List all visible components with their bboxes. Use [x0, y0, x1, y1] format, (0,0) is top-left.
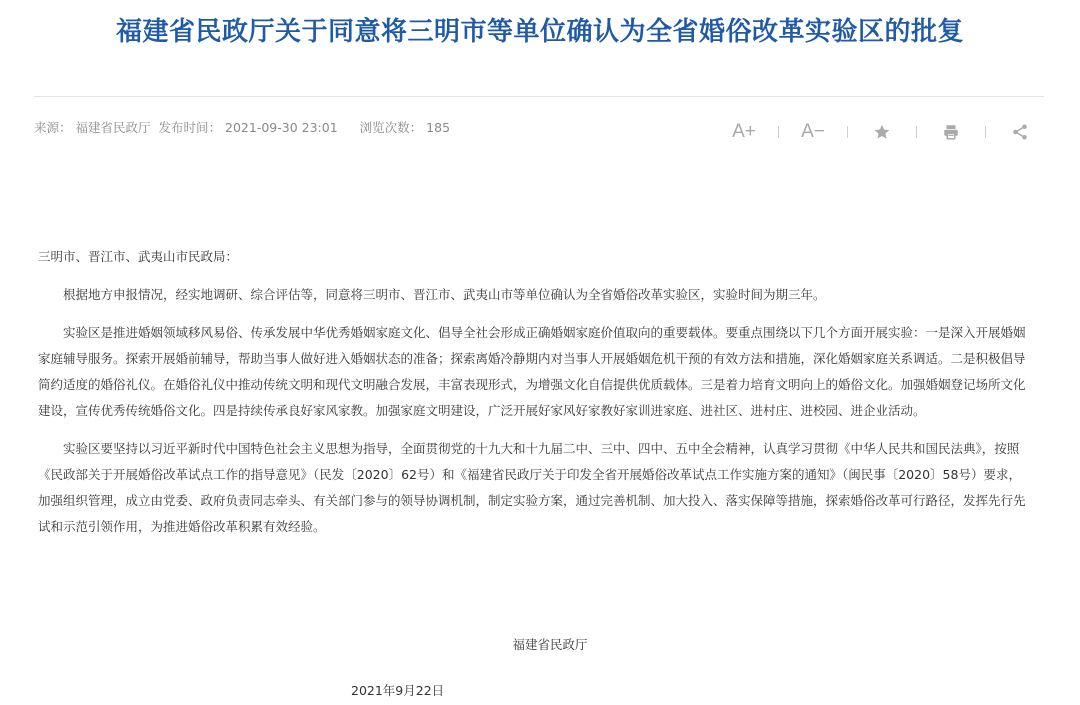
print-icon	[942, 123, 960, 141]
published-label: 发布时间：	[158, 120, 222, 135]
paragraph-1: 根据地方申报情况，经实地调研、综合评估等，同意将三明市、晋江市、武夷山市等单位确认为全省婚俗改革实验区，实验时间为期三年。	[63, 287, 826, 302]
title-divider	[34, 96, 1044, 97]
print-button[interactable]	[937, 118, 965, 146]
addressee: 三明市、晋江市、武夷山市民政局：	[38, 249, 239, 264]
star-icon	[873, 123, 891, 141]
toolbar-divider	[847, 126, 848, 138]
font-increase-button[interactable]: A+	[732, 121, 756, 142]
signature: 福建省民政厅	[512, 637, 588, 652]
article-meta	[34, 118, 454, 136]
share-icon	[1011, 123, 1029, 141]
paragraph-2: 实验区是推进婚姻领域移风易俗、传承发展中华优秀婚姻家庭文化、倡导全社会形成正确婚姻家庭价值取向的重要载体。要重点围绕以下几个方面开展实验：一是深入开展婚姻家庭辅导服务。探索开展婚前辅导，帮助当事人做好进入婚姻状态的准备；探索离婚冷静期内对当事人开展婚姻危机干预的有效方法和措施，深化婚姻家庭关系调适。二是积极倡导简约适度的婚俗礼仪。在婚俗礼仪中推动传统文明和现代文明融合发展，丰富表现形式，为增强文化自信提供优质载体。三是着力培育文明向上的婚俗文化。加强婚姻登记场所文化建设，宣传优秀传统婚俗文化。四是持续传承良好家风家教。加强家庭文明建设，广泛开展好家风好家教好家训进家庭、进社区、进村庄、进校园、进企业活动。	[38, 325, 1026, 418]
views-value: 185	[426, 120, 451, 135]
share-button[interactable]	[1006, 118, 1034, 146]
issue-date: 2021年9月22日	[351, 683, 445, 698]
source-value: 福建省民政厅	[75, 120, 151, 135]
toolbar-divider	[916, 126, 917, 138]
toolbar-divider	[778, 126, 779, 138]
font-decrease-button[interactable]: A−	[801, 121, 825, 142]
paragraph-3: 实验区要坚持以习近平新时代中国特色社会主义思想为指导，全面贯彻党的十九大和十九届二中、三中、四中、五中全会精神，认真学习贯彻《中华人民共和国民法典》，按照《民政部关于开展婚俗改革试点工作的指导意见》（民发〔2020〕62号）和《福建省民政厅关于印发全省开展婚俗改革试点工作实施方案的通知》（闽民事〔2020〕58号）要求，加强组织管理，成立由党委、政府负责同志牵头、有关部门参与的领导协调机制，制定实验方案，通过完善机制、加大投入、落实保障等措施，探索婚俗改革可行路径，发挥先行先试和示范引领作用，为推进婚俗改革积累有效经验。	[38, 441, 1026, 534]
published-value: 2021-09-30 23:01	[225, 120, 338, 135]
article-toolbar	[730, 118, 1034, 146]
page-title: 福建省民政厅关于同意将三明市等单位确认为全省婚俗改革实验区的批复	[115, 17, 964, 47]
favorite-button[interactable]	[868, 118, 896, 146]
views-label: 浏览次数：	[359, 120, 423, 135]
toolbar-divider	[985, 126, 986, 138]
source-label: 来源：	[34, 120, 72, 135]
article-body	[38, 244, 1030, 552]
